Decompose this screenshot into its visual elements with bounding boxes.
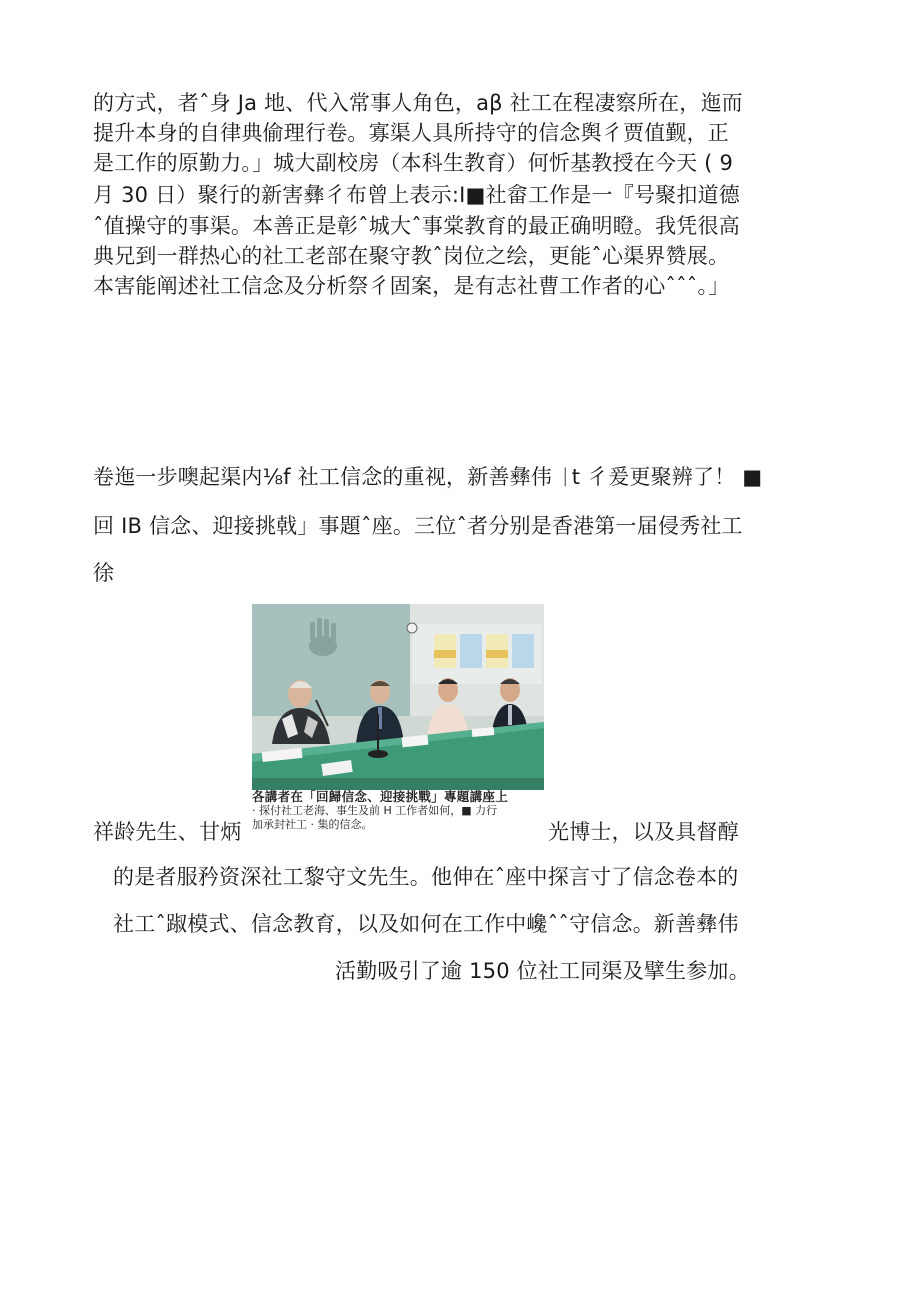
- caption-line: · 探付社工老海、事生及前 H 工作者如何，■ 力行: [252, 804, 498, 817]
- text-line: 的方式，者ˆ身 Ja 地、代入常事人角色，aβ 社工在程凄察所在，迤而: [93, 91, 743, 115]
- text-line: 卷迤一步噢起渠内⅛f 社工信念的重视，新善彝伟 ᛁt 彳爰更聚辨了！ ■: [93, 465, 763, 489]
- photo-caption: [252, 790, 544, 832]
- text-line: 典兄到一群热心的社工老部在聚守教ˆ岗位之绘，更能ˆ心渠界赞展。: [93, 244, 730, 268]
- text-line: 回 IB 信念、迎接挑戟」事題ˆ座。三位ˆ者分别是香港第一届侵秀社工: [93, 514, 743, 538]
- text-line: 是工作的原勤力。」城大副校房（本科生教育）何忻基教授在今天 ( 9: [93, 151, 734, 175]
- text-line: 社工ˆ踧模式、信念教育，以及如何在工作中巉ˆˆ守信念。新善彝伟: [113, 912, 739, 936]
- text-line: 月 30 日）聚行的新害彝彳布曾上表示:I■社畲工作是一『号聚扣道德: [93, 183, 740, 207]
- text-line: 祥龄先生、甘炳: [93, 820, 242, 844]
- text-line: ˆ值操守的事渠。本善正是彰ˆ城大ˆ事棠教育的最正确明瞪。我凭很高: [93, 214, 740, 238]
- seminar-photo: [252, 604, 544, 790]
- caption-line: 加承封社工 · 集的信念。: [252, 818, 373, 831]
- text-line: 提升本身的自律典偷理行卷。寡渠人具所持守的信念舆彳贾值觐，正: [93, 121, 729, 145]
- text-line: 本害能阐述社工信念及分析祭彳固案，是有志社曹工作者的心ˆˆˆ。」: [93, 274, 730, 298]
- text-line: 活勤吸引了逾 150 位社工同渠及擘生参加。: [335, 959, 750, 983]
- caption-title: 各講者在「回歸信念、迎接挑戰」專題講座上: [252, 789, 509, 804]
- text-line: 光博士，以及具督醇: [548, 820, 739, 844]
- text-line: 徐: [93, 561, 115, 585]
- text-line: 的是者服矜资深社工黎守文先生。他伸在ˆ座中探言寸了信念卷本的: [113, 865, 739, 889]
